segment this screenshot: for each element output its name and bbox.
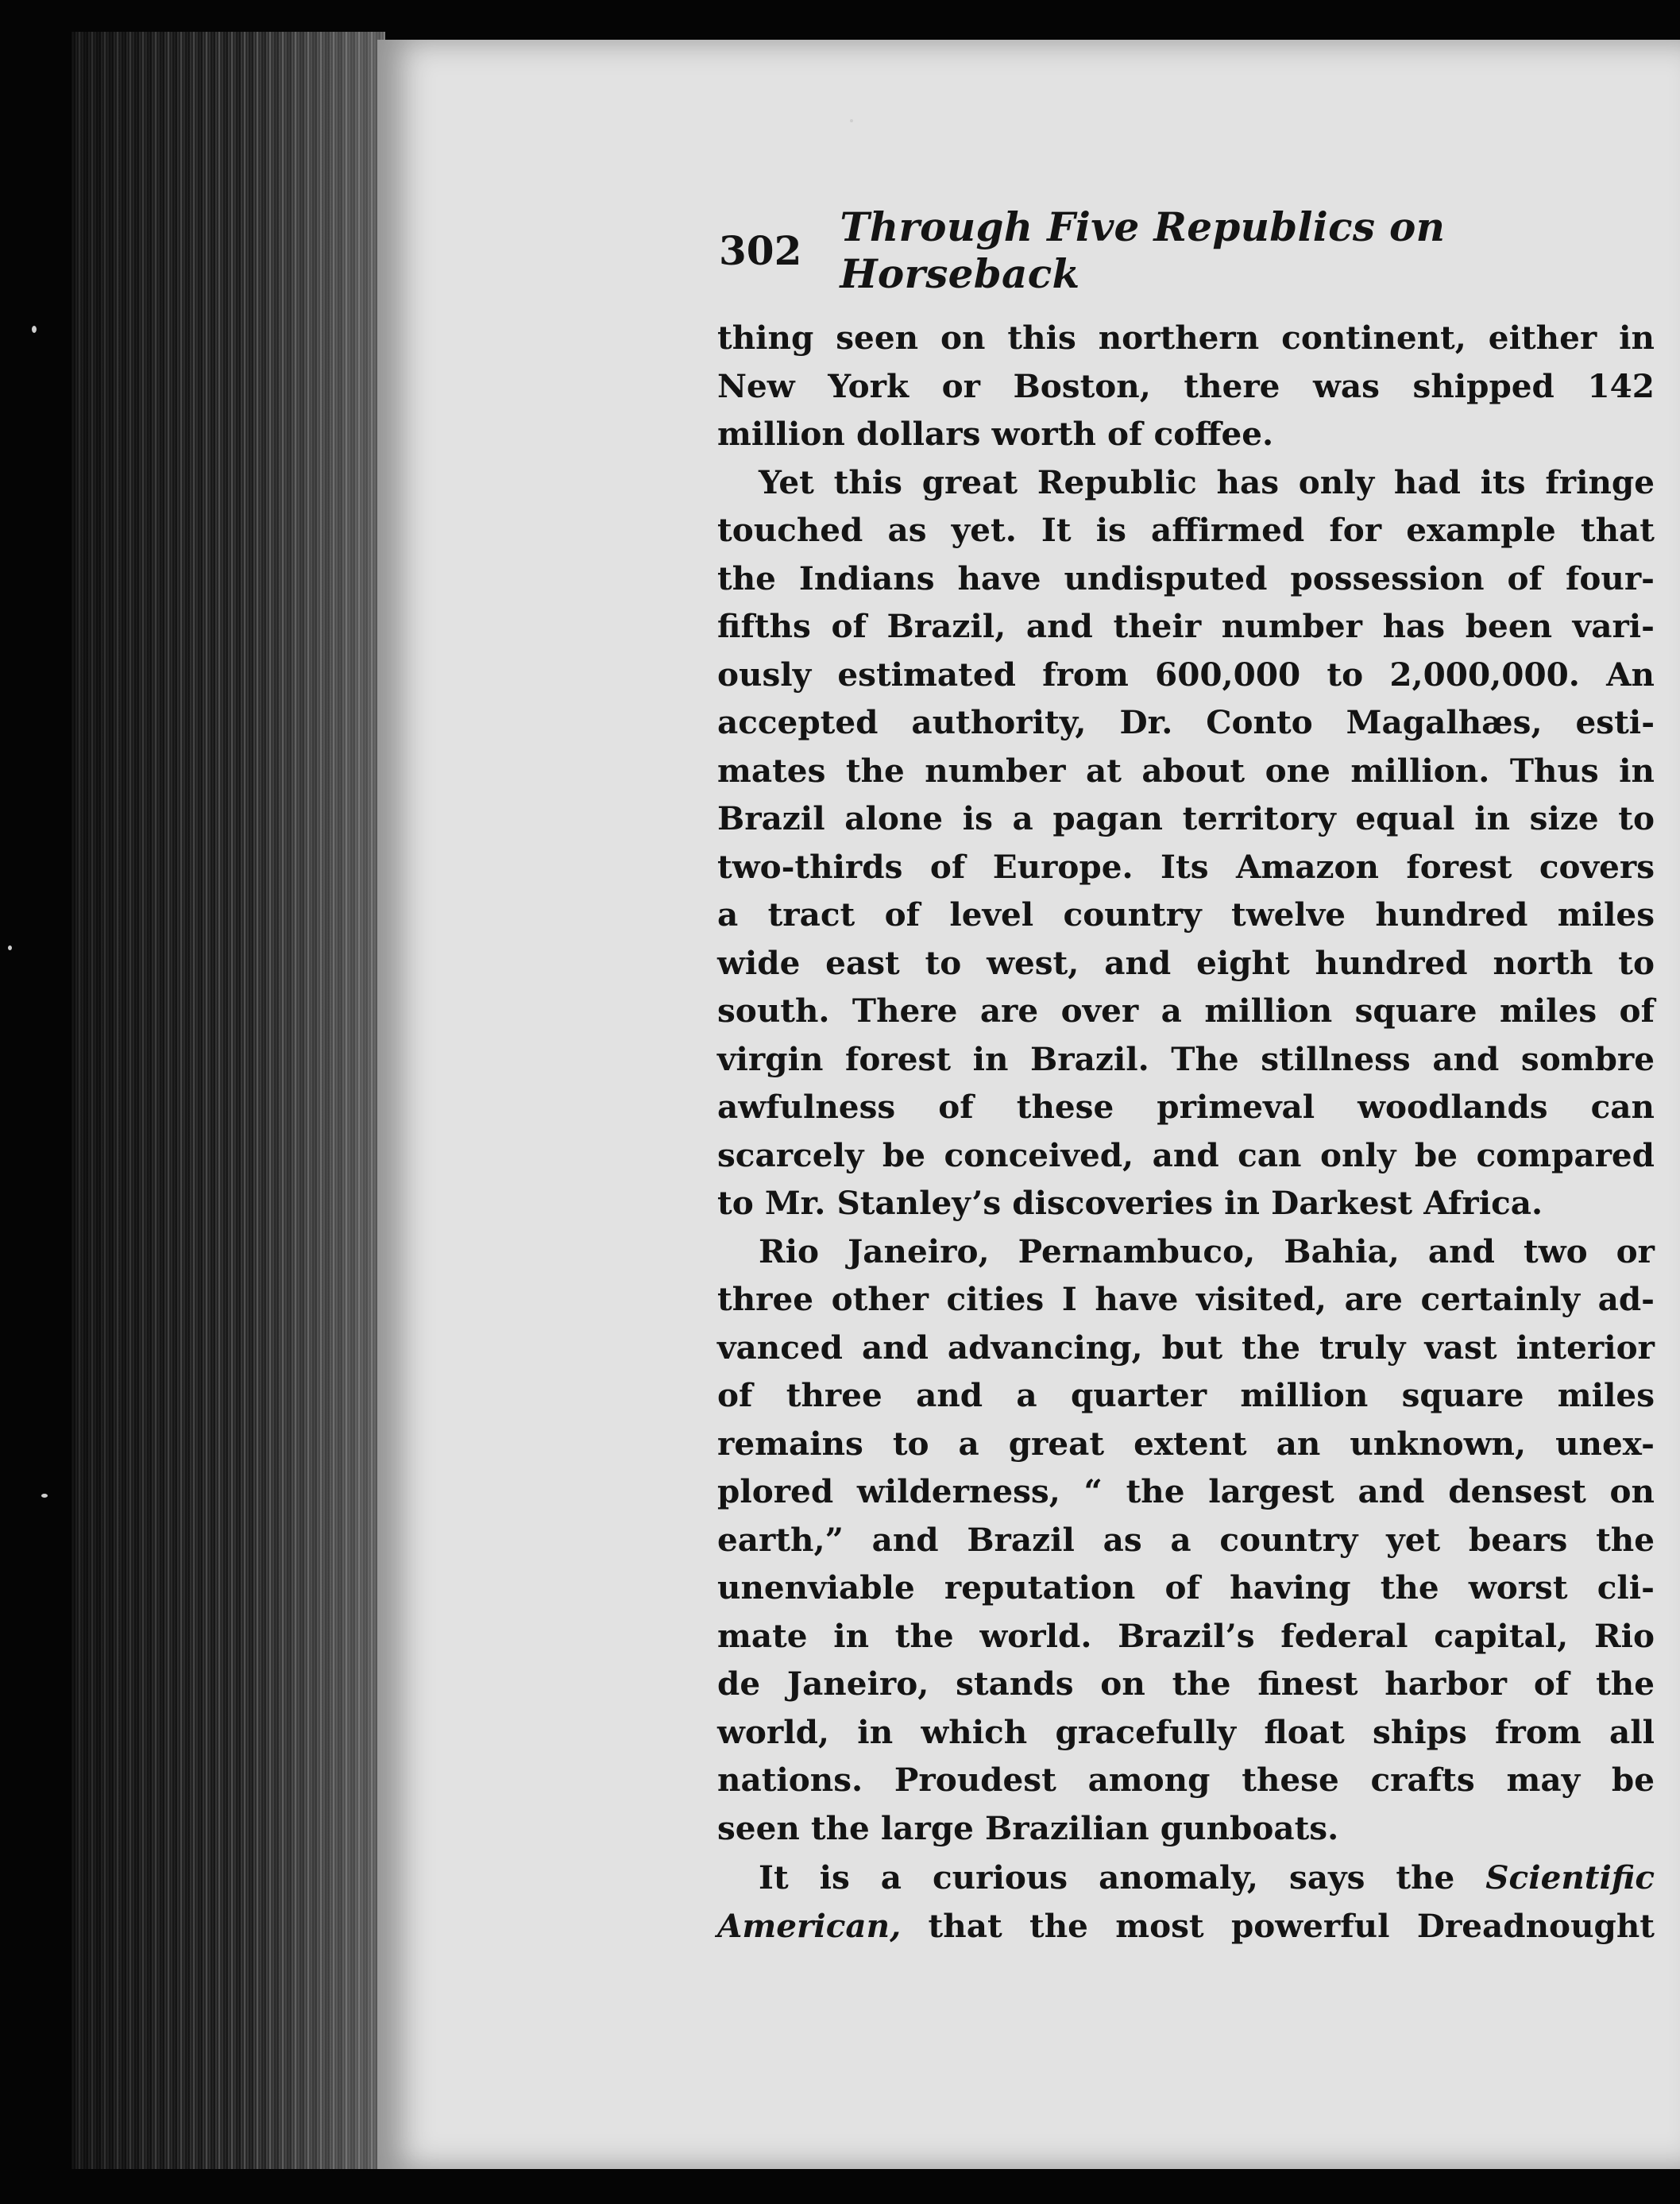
text-line: virgin forest in Brazil. The stillness and sombre bbox=[717, 1039, 1655, 1078]
book-page-edges bbox=[71, 32, 385, 2169]
text-line: scarcely be conceived, and can only be compared bbox=[717, 1135, 1655, 1174]
page-number: 302 bbox=[719, 226, 802, 274]
text-line: New York or Boston, there was shipped 142 bbox=[717, 366, 1655, 405]
text-line: awfulness of these primeval woodlands can bbox=[717, 1088, 1655, 1126]
italic-publication-title: American, bbox=[717, 1906, 902, 1945]
text-line: seen the large Brazilian gunboats. bbox=[717, 1808, 1339, 1847]
dust-speck bbox=[850, 119, 853, 122]
text-line: of three and a quarter million square miles bbox=[717, 1376, 1655, 1414]
text-line bbox=[717, 1902, 1655, 1951]
text-line: de Janeiro, stands on the finest harbor of the bbox=[717, 1665, 1655, 1703]
text-line: unenviable reputation of having the worst cli- bbox=[717, 1568, 1655, 1607]
text-line: touched as yet. It is affirmed for example that bbox=[717, 511, 1655, 549]
text-line: earth,” and Brazil as a country yet bears the bbox=[717, 1520, 1655, 1559]
text-line: fifths of Brazil, and their number has been vari- bbox=[717, 607, 1655, 645]
text-line: three other cities I have visited, are certainly ad- bbox=[717, 1280, 1655, 1318]
text-line: to Mr. Stanley’s discoveries in Darkest Africa. bbox=[717, 1184, 1543, 1222]
paragraph bbox=[717, 1854, 1655, 1950]
paragraph bbox=[717, 1228, 1655, 1853]
text-line: million dollars worth of coffee. bbox=[717, 415, 1274, 453]
text-line: plored wilderness, “ the largest and densest on bbox=[717, 1472, 1655, 1510]
paragraph bbox=[717, 458, 1655, 1228]
text-run: that the most powerful Dreadnought bbox=[901, 1906, 1655, 1945]
text-line: nations. Proudest among these crafts may be bbox=[717, 1761, 1655, 1799]
text-line: ously estimated from 600,000 to 2,000,000. An bbox=[717, 655, 1655, 694]
text-line: south. There are over a million square miles of bbox=[717, 992, 1655, 1030]
text-line: mate in the world. Brazil’s federal capital, Rio bbox=[717, 1616, 1655, 1655]
text-line: remains to a great extent an unknown, unex- bbox=[717, 1424, 1655, 1463]
text-line: the Indians have undisputed possession of four- bbox=[717, 559, 1655, 597]
dust-speck bbox=[8, 945, 12, 950]
text-line: wide east to west, and eight hundred north to bbox=[717, 943, 1655, 982]
text-line bbox=[717, 1854, 1655, 1902]
paragraph bbox=[717, 314, 1655, 458]
text-line: a tract of level country twelve hundred miles bbox=[717, 895, 1655, 934]
text-line: vanced and advancing, but the truly vast interior bbox=[717, 1328, 1655, 1367]
text-run: It is a curious anomaly, says the bbox=[759, 1858, 1486, 1897]
text-line: mates the number at about one million. Thus in bbox=[717, 751, 1655, 790]
dust-speck bbox=[41, 1494, 48, 1498]
text-line: world, in which gracefully float ships from all bbox=[717, 1712, 1655, 1751]
body-text bbox=[717, 314, 1655, 1950]
text-line: Yet this great Republic has only had its fringe bbox=[759, 462, 1655, 501]
text-line: thing seen on this northern continent, either in bbox=[717, 319, 1655, 357]
text-line: two-thirds of Europe. Its Amazon forest covers bbox=[717, 847, 1655, 886]
dust-speck bbox=[32, 326, 37, 333]
text-line: Brazil alone is a pagan territory equal in size to bbox=[717, 799, 1655, 837]
running-title: Through Five Republics on Horseback bbox=[840, 203, 1446, 297]
text-line: Rio Janeiro, Pernambuco, Bahia, and two or bbox=[759, 1232, 1655, 1270]
running-header bbox=[719, 203, 1656, 297]
italic-publication-title: Scientific bbox=[1485, 1858, 1655, 1897]
text-line: accepted authority, Dr. Conto Magalhæs, esti- bbox=[717, 703, 1655, 741]
